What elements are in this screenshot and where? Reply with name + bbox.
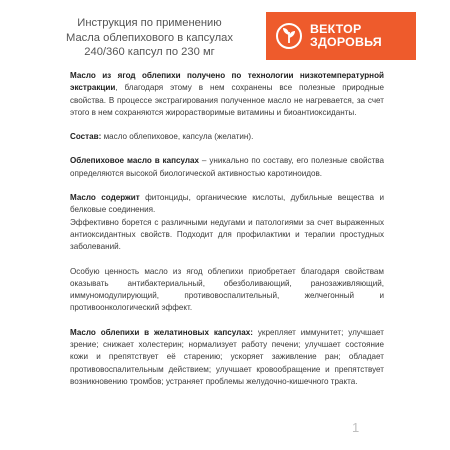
title-line-3: 240/360 капсул по 230 мг — [84, 46, 215, 58]
paragraph-bold: Состав: — [70, 132, 102, 142]
paragraph-bold: Облепиховое масло в капсулах — [70, 156, 200, 166]
title-line-2: Масла облепихового в капсулах — [66, 31, 233, 44]
logo-line-1: ВЕКТОР — [310, 21, 362, 36]
title-line-1: Инструкция по применению — [77, 17, 222, 29]
paragraph-text: масло облепиховое, капсула (желатин). — [101, 132, 254, 142]
paragraph-value — [70, 266, 384, 315]
page-number: 1 — [352, 420, 360, 435]
instruction-body — [70, 70, 384, 400]
paragraph-text: , благодаря этому в нем сохранены все полезные природные свойства. В процессе экстрагирования полученное масло не нагревается, за счет этого в нем сохраняются жирорастворимые витамины и биоантиоксиданты. — [70, 83, 384, 117]
paragraph-bold: Масло из ягод облепихи получено по технологии низкотемпературной экстракции — [70, 71, 384, 93]
paragraph-unique — [70, 155, 384, 180]
paragraph-text: Особую ценность масло из ягод облепихи приобретает благодаря свойствам оказывать антибактериальный, обезболивающий, ранозаживляющий, иммуномодулирующий, противовоспалительный, желчегонный и противоонкологический эффект. — [70, 266, 384, 313]
paragraph-text: – уникально по составу, его полезные свойства определяются высокой биологической активностью каротиноидов. — [70, 156, 384, 178]
logo-line-2: ЗДОРОВЬЯ — [310, 35, 382, 49]
paragraph-bold: Масло содержит — [70, 193, 140, 203]
paragraph-extraction — [70, 70, 384, 119]
paragraph-benefits — [70, 327, 384, 388]
paragraph-contains — [70, 192, 384, 253]
paragraph-text: укрепляет иммунитет; улучшает зрение; снижает холестерин; нормализует работу печени; улучшает состояние кожи и препятствует её старению; ускоряет заживление ран; обладает противовоспалительным действием; улучшает кровообращение и препятствует возникновению тромбов; устраняет проблемы желудочно-кишечного тракта. — [70, 327, 384, 386]
paragraph-text: фитонциды, органические кислоты, дубильные вещества и белковые соединения. — [70, 193, 384, 215]
leaf-circle-icon — [274, 21, 304, 51]
brand-logo — [266, 12, 416, 60]
paragraph-composition — [70, 131, 384, 143]
paragraph-bold: Масло облепихи в желатиновых капсулах: — [70, 327, 253, 337]
document-title — [42, 16, 257, 60]
paragraph-text-line2: Эффективно борется с различными недугами и патологиями за счет выраженных антиоксидантных свойств. Подходит для профилактики и терапии простудных заболеваний. — [70, 217, 384, 252]
logo-text — [310, 23, 382, 50]
